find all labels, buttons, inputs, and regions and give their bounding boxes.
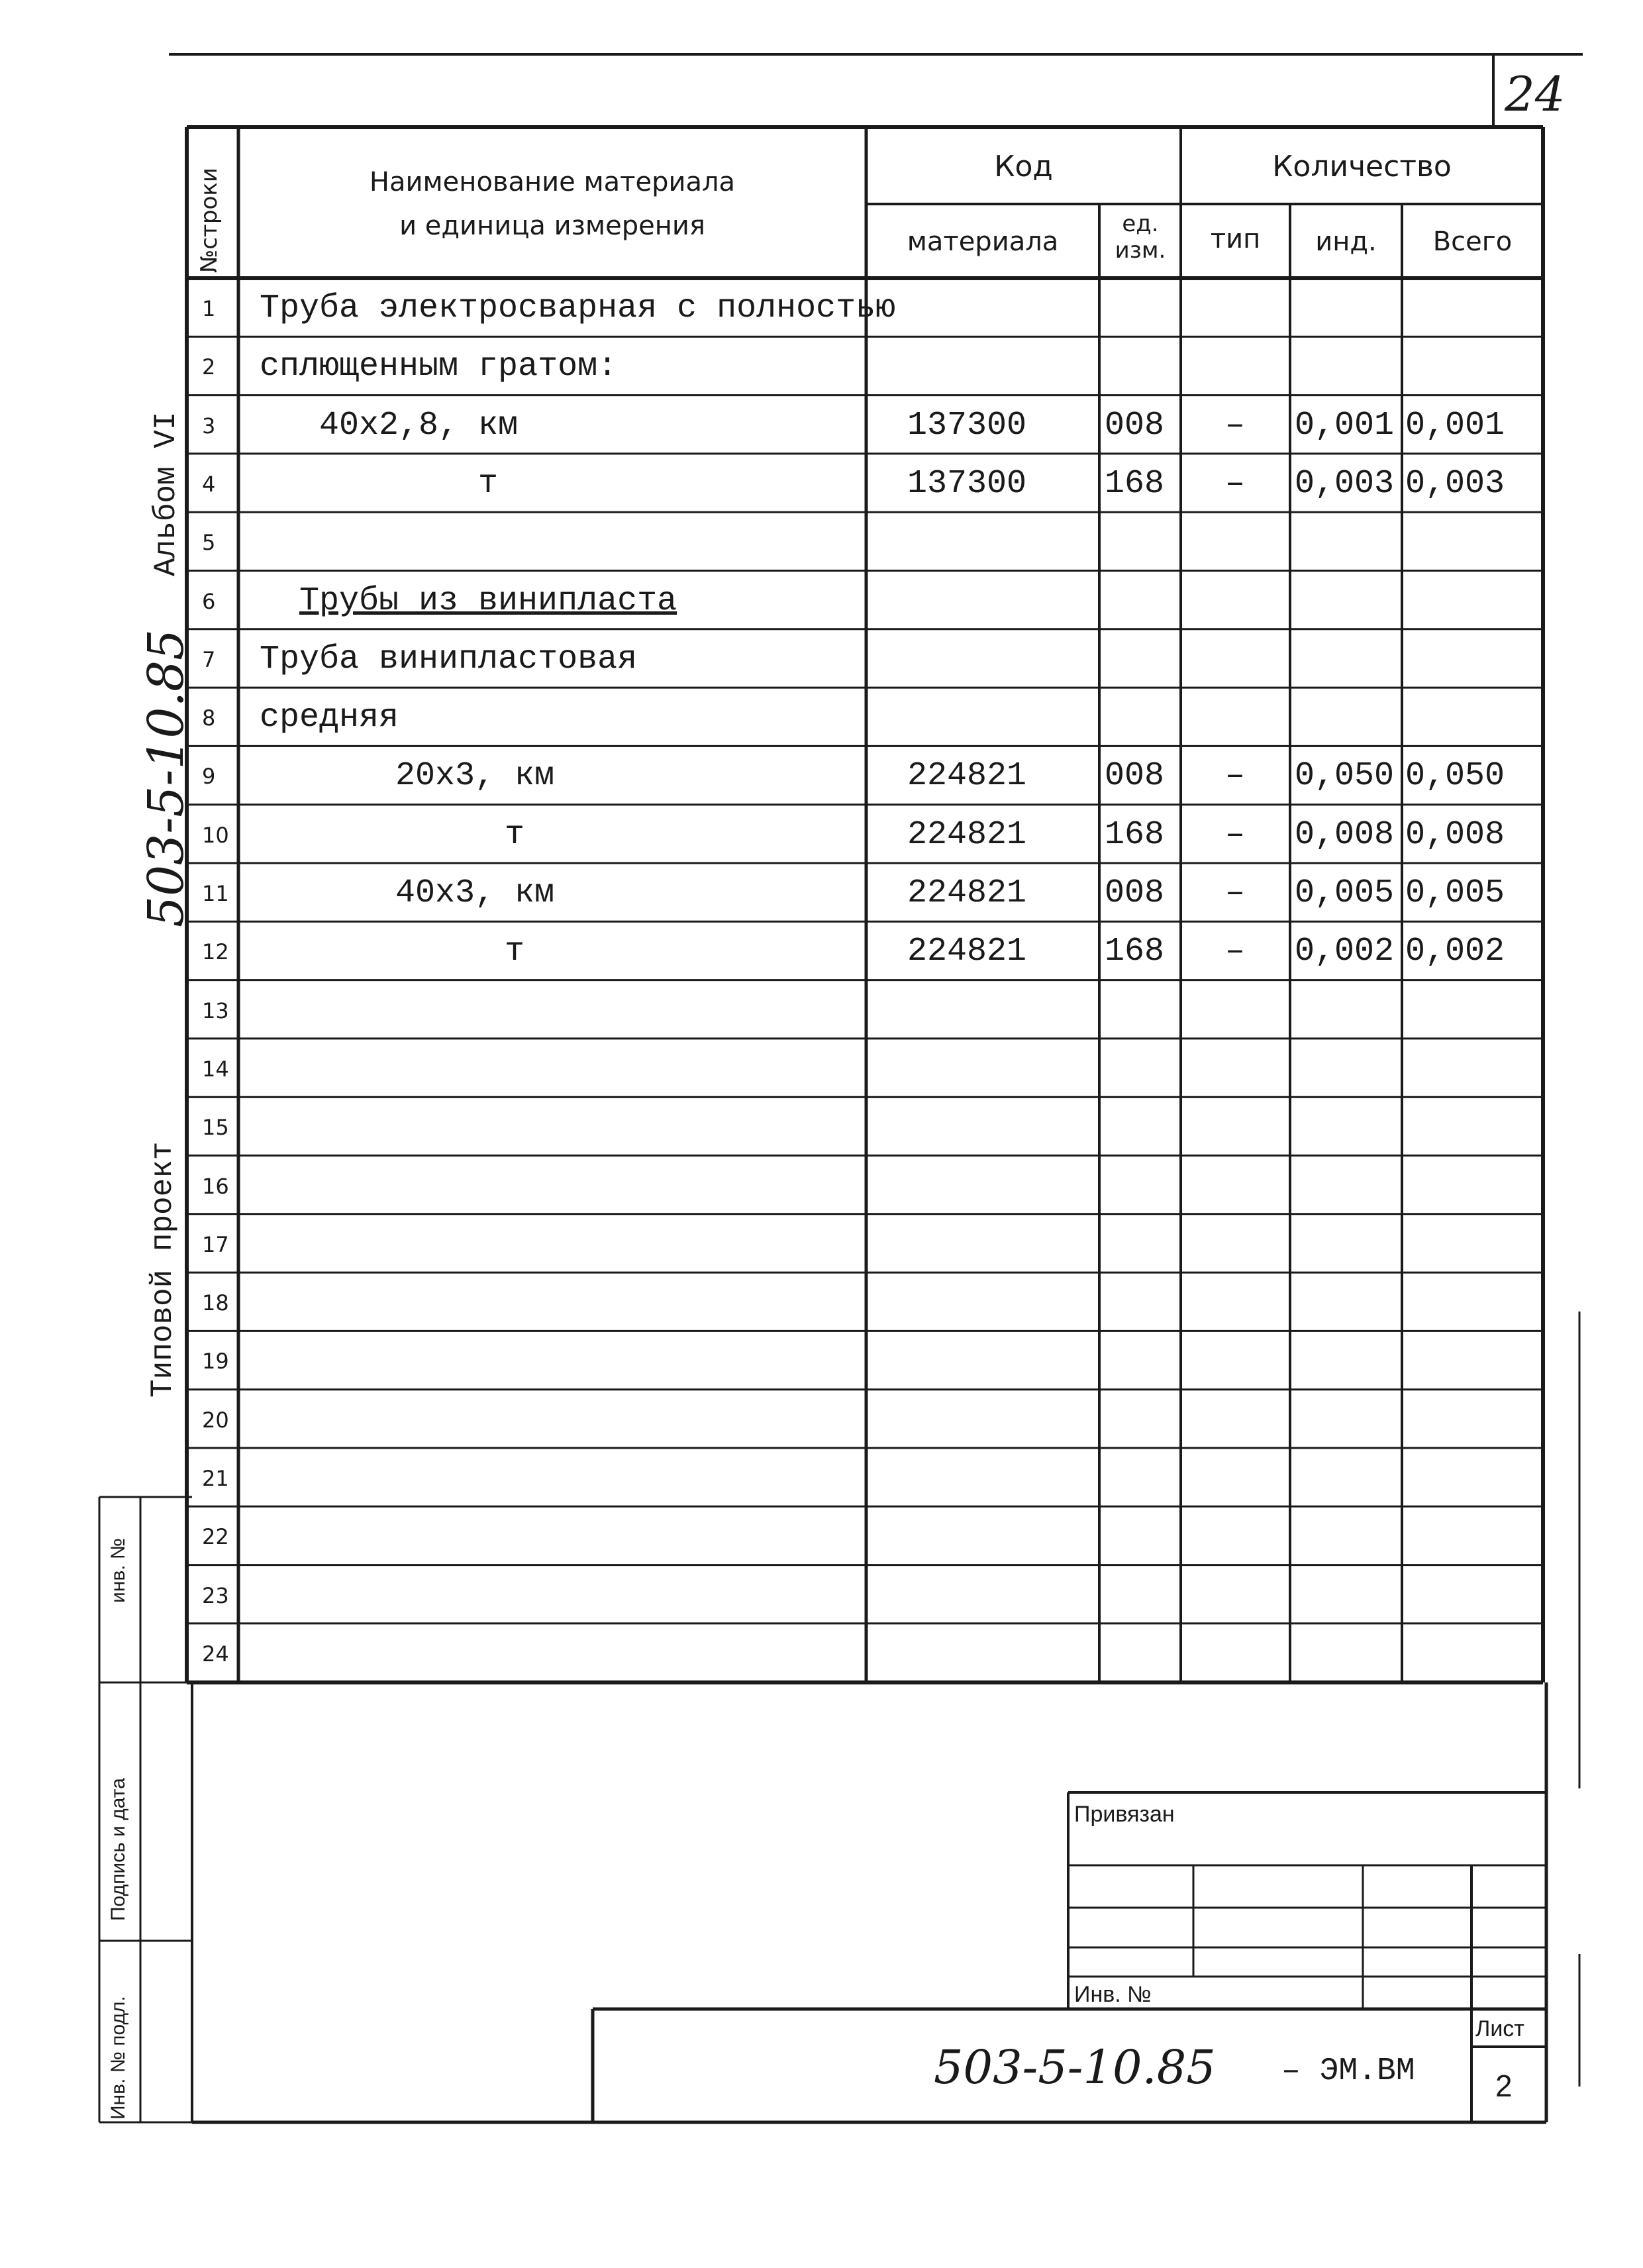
- stamp-doc-number: 503-5-10.85: [934, 2040, 1216, 2094]
- row-code: 224821: [907, 874, 1027, 912]
- row-name: т: [478, 464, 499, 503]
- row-name: Трубы из винипласта: [299, 582, 677, 620]
- row-total: 0,001: [1405, 406, 1505, 444]
- row-total: 0,002: [1405, 933, 1505, 971]
- header-qty-total: Всего: [1432, 227, 1513, 257]
- row-number: 9: [202, 764, 216, 790]
- stamp-attached: Привязан: [1074, 1802, 1175, 1827]
- header-qty-ind: инд.: [1315, 227, 1377, 257]
- row-total: 0,050: [1405, 757, 1505, 796]
- row-number: 18: [202, 1290, 229, 1316]
- side-inv-no: инв. №: [107, 1537, 129, 1603]
- row-number: 13: [202, 998, 229, 1023]
- row-unit: 168: [1105, 933, 1165, 971]
- row-number: 22: [202, 1524, 229, 1550]
- row-number: 21: [202, 1466, 229, 1491]
- row-number: 19: [202, 1349, 229, 1374]
- row-name: т: [505, 933, 525, 971]
- page-number: 24: [1505, 66, 1566, 122]
- row-type: –: [1225, 464, 1246, 503]
- row-total: 0,008: [1405, 815, 1505, 854]
- row-name: сплющенным гратом:: [260, 348, 618, 386]
- row-number: 2: [202, 354, 216, 380]
- header-quantity: Количество: [1272, 150, 1452, 183]
- row-name: т: [505, 815, 525, 854]
- row-number: 16: [202, 1173, 229, 1199]
- row-type: –: [1225, 874, 1246, 912]
- row-ind: 0,002: [1295, 933, 1395, 971]
- row-name: 40х2,8, км: [319, 406, 519, 444]
- row-number: 17: [202, 1231, 229, 1257]
- header-name-line2: и единица измерения: [399, 211, 705, 241]
- row-number: 6: [202, 588, 216, 614]
- side-sign-date: Подпись и дата: [107, 1778, 129, 1921]
- row-unit: 168: [1105, 464, 1165, 503]
- header-code: Код: [994, 150, 1053, 183]
- row-code: 224821: [907, 757, 1027, 796]
- row-number: 4: [202, 471, 216, 497]
- stamp-doc-suffix: – ЭМ.ВМ: [1281, 2053, 1415, 2089]
- row-number: 3: [202, 413, 216, 438]
- row-name: средняя: [260, 699, 399, 737]
- row-ind: 0,050: [1295, 757, 1395, 796]
- row-type: –: [1225, 406, 1246, 444]
- row-ind: 0,008: [1295, 815, 1395, 854]
- header-row-number: №строки: [196, 168, 223, 273]
- stamp-inv-no: Инв. №: [1074, 1982, 1152, 2007]
- row-unit: 008: [1105, 406, 1165, 444]
- row-number: 8: [202, 705, 216, 731]
- row-total: 0,003: [1405, 464, 1505, 503]
- row-number: 11: [202, 881, 229, 906]
- side-project-label: Типовой проект: [146, 1141, 180, 1398]
- row-number: 24: [202, 1641, 229, 1667]
- row-number: 10: [202, 822, 229, 848]
- side-project-number: 503-5-10.85: [138, 629, 195, 927]
- row-type: –: [1225, 933, 1246, 971]
- row-code: 137300: [907, 406, 1027, 444]
- row-code: 224821: [907, 815, 1027, 854]
- row-unit: 008: [1105, 874, 1165, 912]
- row-code: 224821: [907, 933, 1027, 971]
- row-ind: 0,005: [1295, 874, 1395, 912]
- row-number: 7: [202, 646, 216, 672]
- row-type: –: [1225, 757, 1246, 796]
- row-name: 40х3, км: [395, 874, 555, 912]
- row-ind: 0,003: [1295, 464, 1395, 503]
- header-code-unit: ед. изм.: [1115, 211, 1166, 264]
- row-name: 20х3, км: [395, 757, 555, 796]
- row-code: 137300: [907, 464, 1027, 503]
- stamp-sheet-number: 2: [1495, 2069, 1513, 2103]
- header-qty-type: тип: [1210, 224, 1261, 254]
- row-unit: 168: [1105, 815, 1165, 854]
- row-number: 23: [202, 1582, 229, 1608]
- header-name-line1: Наименование материала: [369, 167, 736, 197]
- row-type: –: [1225, 815, 1246, 854]
- row-unit: 008: [1105, 757, 1165, 796]
- row-ind: 0,001: [1295, 406, 1395, 444]
- row-total: 0,005: [1405, 874, 1505, 912]
- row-number: 12: [202, 939, 229, 965]
- side-inv-orig: Инв. № подл.: [107, 1996, 129, 2120]
- row-name: Труба электросварная с полностью: [260, 289, 896, 327]
- row-number: 5: [202, 530, 216, 556]
- row-number: 1: [202, 296, 216, 321]
- side-album-label: Альбом VI: [149, 411, 183, 576]
- row-number: 15: [202, 1115, 229, 1141]
- row-name: Труба винипластовая: [260, 640, 638, 678]
- stamp-sheet-label: Лист: [1475, 2016, 1524, 2041]
- row-number: 14: [202, 1056, 229, 1082]
- row-number: 20: [202, 1407, 229, 1433]
- header-code-material: материала: [907, 227, 1059, 257]
